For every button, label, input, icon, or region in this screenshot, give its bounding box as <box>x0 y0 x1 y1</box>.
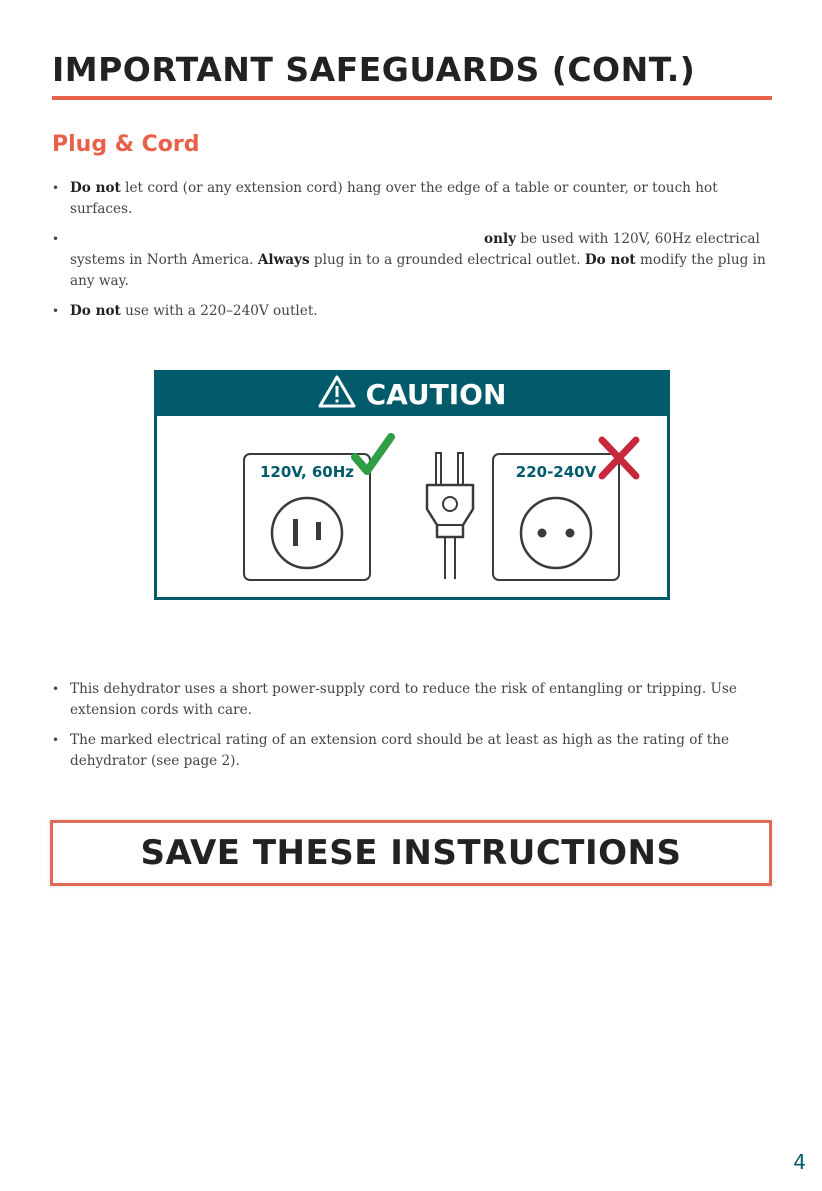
bullet-dot: • <box>52 232 60 246</box>
bullet-list-extension-cords <box>52 679 772 781</box>
eu-outlet-icon <box>518 495 594 571</box>
section-heading: Plug & Cord <box>52 132 200 157</box>
list-item: • The marked electrical rating of an extension cord should be at least as high as the rating of the dehydrator (see page 2). <box>52 732 730 769</box>
us-outlet-icon <box>269 495 345 571</box>
cross-icon <box>597 435 641 481</box>
plug-icon <box>423 451 477 581</box>
title-underline <box>52 96 772 100</box>
list-item: • Do not use with a 220–240V outlet. <box>52 301 772 322</box>
caution-title: CAUTION <box>365 378 507 411</box>
outlet-120v-label: 120V, 60Hz <box>259 463 355 481</box>
checkmark-icon <box>351 433 395 477</box>
bullet-dot: • <box>52 733 60 747</box>
list-item: • This dehydrator uses a short power-supply cord to reduce the risk of entangling or tripping. Use extension cords with care. <box>52 681 737 718</box>
list-item: • only be used with 120V, 60Hz electrical systems in North America. Always plug in to a grounded electrical outlet. Do not modify the plug in any way. <box>52 231 766 289</box>
save-instructions-banner <box>50 820 772 886</box>
bullet-list-plug-cord <box>52 178 772 331</box>
page-number: 4 <box>793 1150 806 1174</box>
list-item: • Do not let cord (or any extension cord) hang over the edge of a table or counter, or touch hot surfaces. <box>52 180 718 217</box>
caution-box <box>154 370 670 600</box>
save-instructions-text: SAVE THESE INSTRUCTIONS <box>140 833 682 873</box>
bullet-dot: • <box>52 304 60 318</box>
outlet-220v-label: 220-240V <box>515 463 597 481</box>
bullet-dot: • <box>52 682 60 696</box>
caution-header <box>157 373 667 416</box>
warning-triangle-icon <box>318 374 356 415</box>
bullet-dot: • <box>52 181 60 195</box>
page-title: IMPORTANT SAFEGUARDS (CONT.) <box>52 50 696 89</box>
